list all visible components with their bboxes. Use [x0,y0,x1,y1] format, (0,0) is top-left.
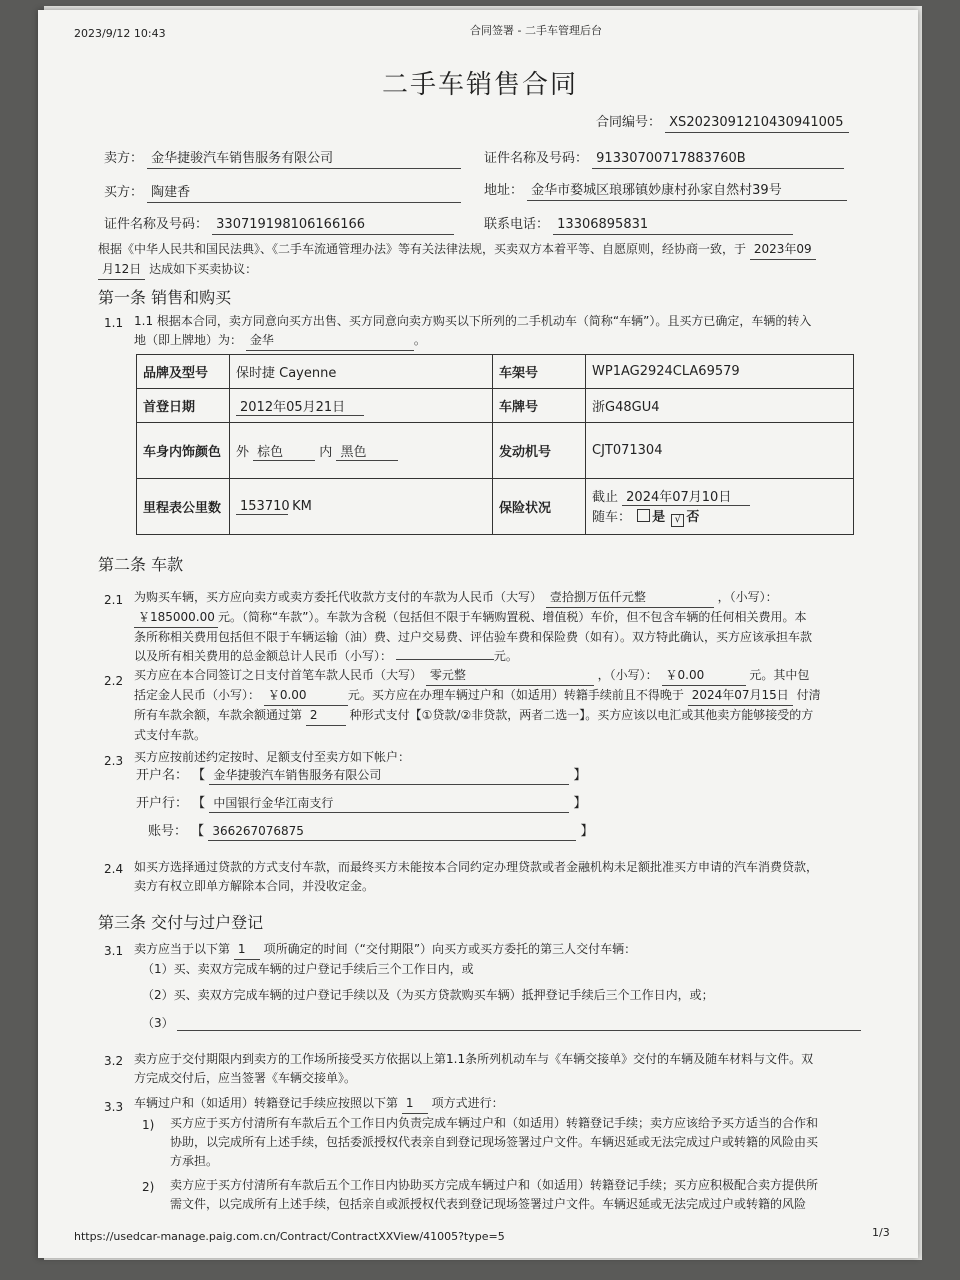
table-row [137,389,854,423]
clause-3-1: 卖方应当于以下第 1 项所确定的时间（“交付期限”）向买方或买方委托的第三人交付车辆： [134,940,864,960]
price-amount: ￥185000.00 [134,608,218,628]
registration-place: 金华 [246,331,414,351]
color-cell: 外 棕色 内 黑色 [230,423,493,479]
print-date: 2023/9/12 10:43 [74,27,166,40]
buyer-row [104,184,461,203]
clause-1-1: 1.1 根据本合同，卖方同意向买方出售、买方同意向卖方购买以下所列的二手机动车（简称“车辆”）。且买方已确定，车辆的转入 地（即上牌地）为： 金华 。 [134,312,864,351]
checkbox-yes [637,509,650,522]
vin-label: 车架号 [493,355,586,389]
reg-date-cell [230,389,493,423]
clause-number: 3.1 [104,944,124,958]
engine-value: CJT071304 [586,423,854,479]
article-3-title: 第三条 交付与过户登记 [98,913,264,932]
sub-item-number: 2) [142,1180,155,1194]
buyer-id-label: 证件名称及号码： [104,217,209,232]
balance-due-date: 2024年07月15日 [688,686,793,706]
seller-id-label: 证件名称及号码： [484,151,589,166]
contract-title: 二手车销售合同 [382,70,579,100]
account-number-row: 账号： 【 366267076875 】 [148,824,594,839]
delivery-option-3: （3） [142,1014,861,1031]
intro-paragraph: 根据《中华人民共和国民法典》、《二手车流通管理办法》等有关法律法规，买卖双方本着平等、自愿原则，经协商一致，于 2023年09 月12日 达成如下买卖协议： [98,240,858,280]
clause-number: 2.4 [104,862,124,876]
engine-label: 发动机号 [493,423,586,479]
bank-name: 中国银行金华江南支行 [209,794,569,813]
clause-2-1: 为购买车辆，买方应向卖方或卖方委托代收款方支付的车款为人民币（大写） 壹拾捌万伍仟元整 ，（小写）： ￥185000.00 元。（简称“车款”）。车款为含税（包括但不限于车辆购置税、增值税）车价，但不包含车辆的任何相关费用。本 条所称相关费用包括但不限于车辆运输（油）费、过户交易费、评估验车费和保险费（如有）。双方特此确认，买方应该承担车款 以及所有相关费用的总金额总计人民币（小写）： 元。 [134,590,813,663]
clause-number: 2.2 [104,674,124,688]
checkbox-no-checked: √ [671,514,684,527]
plate-value: 浙G48GU4 [586,389,854,423]
deposit-amount: ￥0.00 [264,686,348,706]
seller-id: 91330700717883760B [592,150,844,169]
interior-color: 黑色 [336,441,398,461]
color-label: 车身内饰颜色 [137,423,230,479]
contract-no-label: 合同编号： [596,115,662,130]
transfer-item: 1 [402,1094,428,1114]
buyer-phone: 13306895831 [553,216,793,235]
contract-no-row [596,114,849,133]
buyer-address: 金华市婺城区琅琊镇妙康村孙家自然村39号 [527,182,847,201]
intro-date-b: 月12日 [98,260,145,280]
brand-value: 保时捷 Cayenne [230,355,493,389]
mileage-label: 里程表公里数 [137,479,230,535]
insurance-label: 保险状况 [493,479,586,535]
table-row [137,479,854,535]
intro-date-a: 2023年09 [750,240,816,260]
insurance-cell: 截止 2024年07月10日 随车： 是 √ 否 [586,479,854,535]
seller-id-row [484,150,844,169]
seller-label: 卖方： [104,151,144,166]
contract-page [38,10,918,1258]
price-in-words: 壹拾捌万伍仟元整 [546,588,714,608]
mileage-cell: 153710 KM [230,479,493,535]
account-name-row: 开户名： 【 金华捷骏汽车销售服务有限公司 】 [136,768,587,783]
sub-item-2: 卖方应于买方付清所有车款后五个工作日内协助买方完成车辆过户和（如适用）转籍登记手续；买方应积极配合卖方提供所 需文件，以完成所有上述手续，包括亲自或派授权代表到登记现场签署过户文件。车辆迟延或无法完成过户或转籍的风险 [170,1178,819,1211]
article-1-title: 第一条 销售和购买 [98,288,232,307]
clause-2-4: 如买方选择通过贷款的方式支付车款，而最终买方未能按本合同约定办理贷款或者金融机构未足额批准买方申请的汽车消费贷款， 卖方有权立即单方解除本合同，并没收定金。 [134,860,819,893]
print-url: https://usedcar-manage.paig.com.cn/Contract/ContractXXView/41005?type=5 [74,1230,505,1243]
page-number: 1/3 [872,1226,890,1239]
clause-2-3: 买方应按前述约定按时、足额支付至卖方如下帐户： [134,750,411,764]
buyer-id: 330719198106166166 [212,216,454,235]
insurance-date: 2024年07月10日 [622,486,750,506]
total-amount-blank [396,659,494,660]
article-2-title: 第二条 车款 [98,555,184,574]
buyer-label: 买方： [104,185,144,200]
address-label: 地址： [484,183,524,198]
reg-date-value: 2012年05月21日 [236,396,364,416]
delivery-option-3-blank [177,1016,861,1031]
table-row [137,423,854,479]
address-row [484,182,847,201]
bank-row: 开户行： 【 中国银行金华江南支行 】 [136,796,587,811]
clause-3-2: 卖方应于交付期限内到卖方的工作场所接受买方依据以上第1.1条所列机动车与《车辆交接单》交付的车辆及随车材料与文件。双 方完成交付后，应当签署《车辆交接单》。 [134,1052,814,1085]
sub-item-number: 1) [142,1118,155,1132]
vehicle-info-table [136,354,854,535]
seller-row [104,150,461,169]
account-name: 金华捷骏汽车销售服务有限公司 [209,766,569,785]
print-title: 合同签署 - 二手车管理后台 [470,24,602,37]
clause-number: 1.1 [104,316,124,330]
clause-number: 3.3 [104,1100,124,1114]
clause-3-3: 车辆过户和（如适用）转籍登记手续应按照以下第 1 项方式进行： [134,1094,864,1114]
first-payment-amount: ￥0.00 [662,666,746,686]
contract-no: XS2023091210430941005 [665,114,849,133]
sub-item-1: 买方应于买方付清所有车款后五个工作日内负责完成车辆过户和（如适用）转籍登记手续；卖方应该给予买方适当的合作和 协助，以完成所有上述手续，包括委派授权代表亲自到登记现场签署过户文件。车辆迟延或无法完成过户或转籍的风险由买 方承担。 [170,1116,819,1168]
clause-number: 2.3 [104,754,124,768]
plate-label: 车牌号 [493,389,586,423]
exterior-color: 棕色 [253,441,315,461]
phone-label: 联系电话： [484,217,550,232]
delivery-item: 1 [234,940,260,960]
mileage-value: 153710 [236,499,288,515]
vin-value: WP1AG2924CLA69579 [586,355,854,389]
first-payment-words: 零元整 [426,666,594,686]
clause-2-2: 买方应在本合同签订之日支付首笔车款人民币（大写） 零元整 ，（小写）： ￥0.00 元。其中包 括定金人民币（小写）： ￥0.00 元。买方应在办理车辆过户和（如适用）转籍手续前且不得晚于 2024年07月15日 付清 所有车款余额，车款余额通过第 2 种形式支付【①贷款/②非贷款，两者二选一】。买方应该以电汇或其他卖方能够接受的方 式支付车款。 [134,668,821,742]
payment-method: 2 [306,706,346,726]
table-row [137,355,854,389]
reg-date-label: 首登日期 [137,389,230,423]
delivery-option-2: （2）买、卖双方完成车辆的过户登记手续以及（为买方贷款购买车辆）抵押登记手续后三个工作日内，或； [142,988,714,1002]
clause-number: 2.1 [104,593,124,607]
account-number: 366267076875 [208,822,576,841]
brand-label: 品牌及型号 [137,355,230,389]
delivery-option-1: （1）买、卖双方完成车辆的过户登记手续后三个工作日内，或 [142,962,474,976]
seller-name: 金华捷骏汽车销售服务有限公司 [147,150,461,169]
phone-row [484,216,793,235]
buyer-name: 陶建香 [147,184,461,203]
clause-number: 3.2 [104,1054,124,1068]
buyer-id-row [104,216,454,235]
